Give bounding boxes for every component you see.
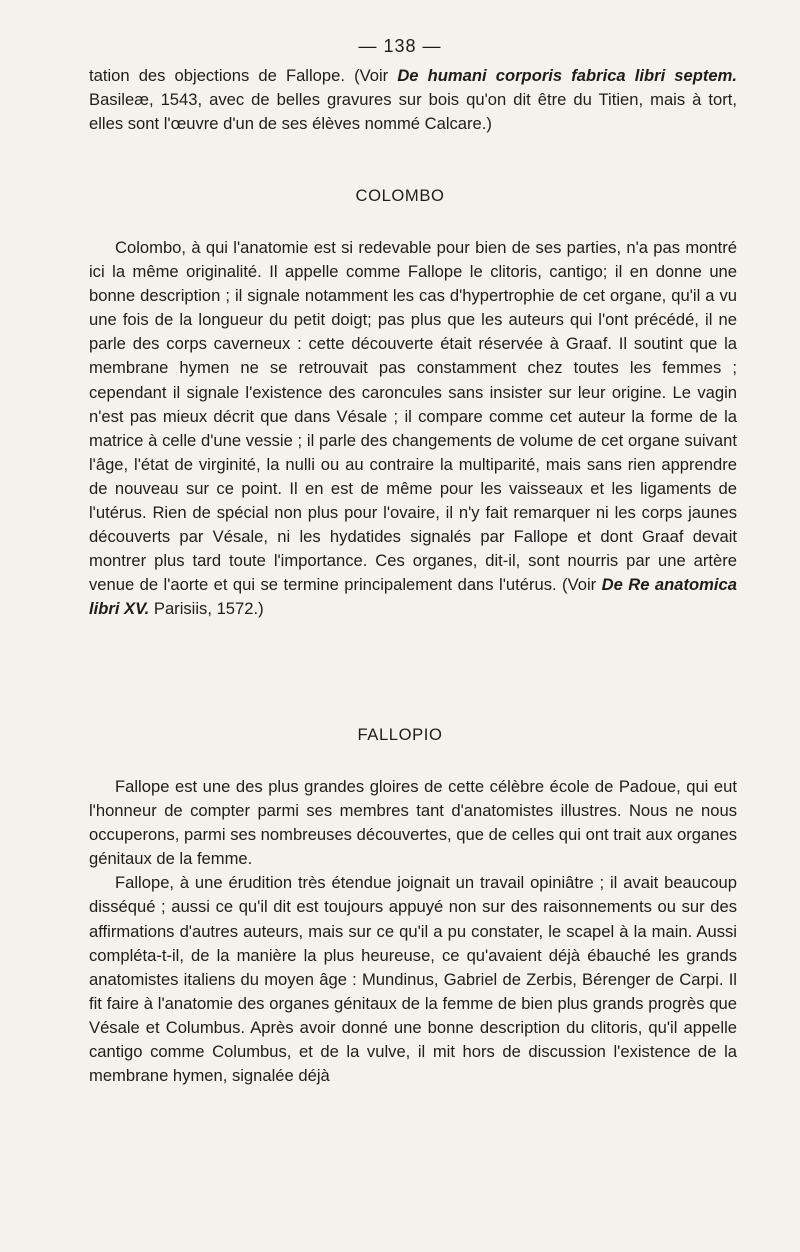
intro-text-after: Basileæ, 1543, avec de belles gravures sur bois qu'on dit être du Titien, mais à tort, elles sont l'œuvre d'un de ses élèves nommé Calcare.) bbox=[89, 90, 737, 134]
fallopio-paragraph-1: Fallope est une des plus grandes gloires de cette célèbre école de Padoue, qui eut l'honneur de compter parmi ses membres tant d'anatomistes illustres. Nous ne nous occuperons, parmi ses nombreuses découvertes, que de celles qui ont trait aux organes génitaux de la femme. bbox=[89, 777, 737, 869]
intro-paragraph bbox=[89, 64, 737, 136]
colombo-text: Colombo, à qui l'anatomie est si redevable pour bien de ses parties, n'a pas montré ici la même originalité. Il appelle comme Fallope le clitoris, cantigo; il en donne une bonne description ; il signale notamment les cas d'hypertrophie de cet organe, qu'il a vu une fois de la longueur du petit doigt; pas plus que les auteurs qui l'ont précédé, il ne parle des corps caverneux : cette découverte était réservée à Graaf. Il soutint que la membrane hymen ne se retrouvait pas constamment chez toutes les femmes ; cependant il signale l'existence des caroncules sans insister sur leur origine. Le vagin n'est pas mieux décrit que dans Vésale ; il compare comme cet auteur la forme de la matrice à celle d'une vessie ; il parle des changements de volume de cet organe suivant l'âge, l'état de virginité, la nulli ou au contraire la multiparité, mais sans rien apprendre de nouveau sur ce point. Il en est de même pour les vaisseaux et les ligaments de l'utérus. Rien de spécial non plus pour l'ovaire, il n'y fait remarquer ni les corps jaunes découverts par Vésale, ni les hydatides signalés par Fallope et dont Graaf devait montrer plus tard toute l'importance. Ces organes, dit-il, sont nourris par une artère venue de l'aorte et qui se termine principalement dans l'utérus. (Voir bbox=[89, 238, 737, 595]
fallopio-section bbox=[89, 775, 737, 1088]
colombo-paragraph bbox=[89, 236, 737, 622]
colombo-text-after: Parisiis, 1572.) bbox=[149, 599, 264, 619]
heading-fallopio: FALLOPIO bbox=[357, 725, 443, 744]
intro-book-title: De humani corporis fabrica libri septem. bbox=[397, 66, 737, 85]
heading-colombo: COLOMBO bbox=[355, 186, 445, 205]
fallopio-paragraph-2: Fallope, à une érudition très étendue joignait un travail opiniâtre ; il avait beaucoup disséqué ; aussi ce qu'il dit est toujours appuyé non sur des raisonnements ou sur des affirmations d'autres auteurs, mais sur ce qu'il a pu constater, le scapel à la main. Aussi compléta-t-il, de la manière la plus heureuse, ce qu'avaient déjà ébauché les grands anatomistes italiens du moyen âge : Mundinus, Gabriel de Zerbis, Bérenger de Carpi. Il fit faire à l'anatomie des organes génitaux de la femme de bien plus grands progrès que Vésale et Columbus. Après avoir donné une bonne description du clitoris, qu'il appelle cantigo comme Columbus, et de la vulve, il mit hors de discussion l'existence de la membrane hymen, signalée déjà bbox=[89, 873, 737, 1086]
page-number: — 138 — bbox=[358, 36, 442, 56]
intro-text-before: tation des objections de Fallope. (Voir bbox=[89, 66, 398, 85]
colombo-book-title: De Re anatomica libri XV. bbox=[89, 575, 737, 619]
